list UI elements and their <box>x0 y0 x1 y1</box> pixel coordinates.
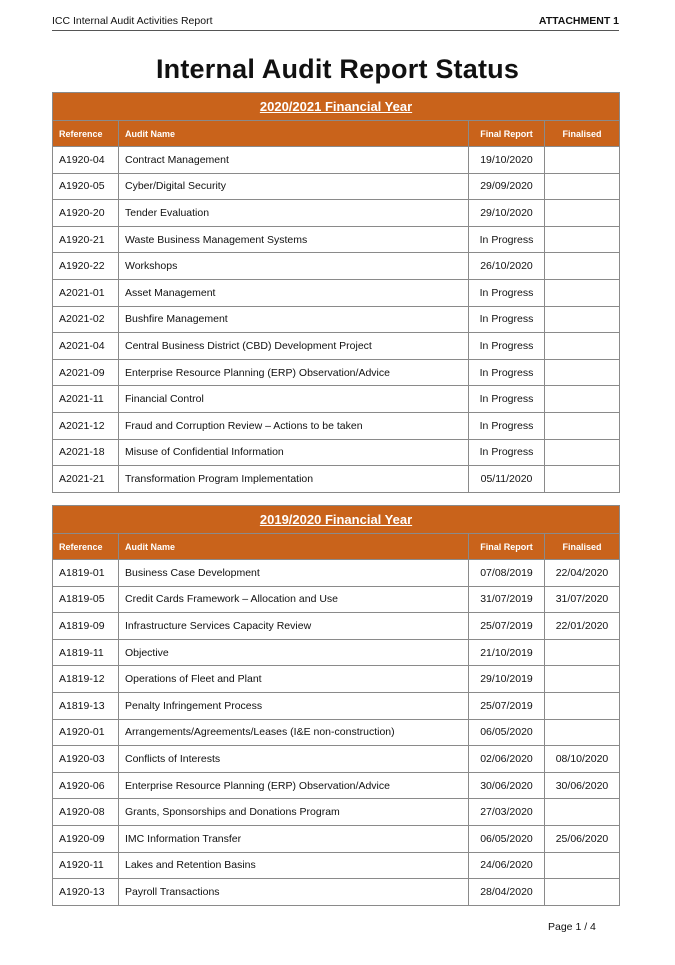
audit-name-cell: Penalty Infringement Process <box>119 692 469 719</box>
audit-name-cell: Bushfire Management <box>119 306 469 333</box>
finalised-cell: 08/10/2020 <box>545 746 620 773</box>
reference-cell: A1920-22 <box>53 253 119 280</box>
column-audit-name: Audit Name <box>119 121 469 147</box>
finalised-cell <box>545 639 620 666</box>
reference-cell: A2021-12 <box>53 412 119 439</box>
audit-name-cell: Objective <box>119 639 469 666</box>
final-report-cell: 06/05/2020 <box>469 719 545 746</box>
audit-name-cell: Infrastructure Services Capacity Review <box>119 613 469 640</box>
finalised-cell <box>545 200 620 227</box>
audit-name-cell: Transformation Program Implementation <box>119 466 469 493</box>
column-final-report: Final Report <box>469 534 545 560</box>
reference-cell: A1920-01 <box>53 719 119 746</box>
table-row <box>53 147 620 174</box>
finalised-cell: 22/04/2020 <box>545 560 620 587</box>
audit-name-cell: Arrangements/Agreements/Leases (I&E non-construction) <box>119 719 469 746</box>
audit-name-cell: Conflicts of Interests <box>119 746 469 773</box>
page-header <box>52 14 619 31</box>
finalised-cell <box>545 692 620 719</box>
reference-cell: A1920-04 <box>53 147 119 174</box>
final-report-cell: In Progress <box>469 226 545 253</box>
table-row <box>53 306 620 333</box>
audit-table-2019-2020 <box>52 505 620 906</box>
finalised-cell <box>545 333 620 360</box>
audit-name-cell: Cyber/Digital Security <box>119 173 469 200</box>
final-report-cell: 24/06/2020 <box>469 852 545 879</box>
column-reference: Reference <box>53 121 119 147</box>
reference-cell: A1920-06 <box>53 772 119 799</box>
table-row <box>53 772 620 799</box>
final-report-cell: In Progress <box>469 306 545 333</box>
final-report-cell: In Progress <box>469 279 545 306</box>
reference-cell: A1920-03 <box>53 746 119 773</box>
table-row <box>53 613 620 640</box>
table-row <box>53 386 620 413</box>
table-row <box>53 719 620 746</box>
finalised-cell <box>545 279 620 306</box>
final-report-cell: 05/11/2020 <box>469 466 545 493</box>
audit-name-cell: Asset Management <box>119 279 469 306</box>
audit-name-cell: Grants, Sponsorships and Donations Program <box>119 799 469 826</box>
final-report-cell: 31/07/2019 <box>469 586 545 613</box>
reference-cell: A1920-08 <box>53 799 119 826</box>
reference-cell: A2021-21 <box>53 466 119 493</box>
table-row <box>53 746 620 773</box>
table-row <box>53 466 620 493</box>
finalised-cell: 30/06/2020 <box>545 772 620 799</box>
audit-name-cell: Business Case Development <box>119 560 469 587</box>
table-row <box>53 639 620 666</box>
final-report-cell: 30/06/2020 <box>469 772 545 799</box>
audit-name-cell: Operations of Fleet and Plant <box>119 666 469 693</box>
audit-name-cell: IMC Information Transfer <box>119 825 469 852</box>
report-name: ICC Internal Audit Activities Report <box>52 15 213 27</box>
finalised-cell <box>545 386 620 413</box>
reference-cell: A1920-11 <box>53 852 119 879</box>
audit-name-cell: Enterprise Resource Planning (ERP) Observation/Advice <box>119 772 469 799</box>
audit-name-cell: Fraud and Corruption Review – Actions to be taken <box>119 412 469 439</box>
reference-cell: A2021-04 <box>53 333 119 360</box>
table-row <box>53 359 620 386</box>
audit-name-cell: Misuse of Confidential Information <box>119 439 469 466</box>
reference-cell: A2021-01 <box>53 279 119 306</box>
finalised-cell <box>545 719 620 746</box>
reference-cell: A1819-09 <box>53 613 119 640</box>
audit-name-cell: Central Business District (CBD) Development Project <box>119 333 469 360</box>
final-report-cell: 27/03/2020 <box>469 799 545 826</box>
table-row <box>53 333 620 360</box>
finalised-cell <box>545 226 620 253</box>
finalised-cell <box>545 253 620 280</box>
final-report-cell: 29/10/2019 <box>469 666 545 693</box>
financial-year-heading: 2020/2021 Financial Year <box>53 93 620 121</box>
audit-name-cell: Contract Management <box>119 147 469 174</box>
audit-name-cell: Financial Control <box>119 386 469 413</box>
finalised-cell <box>545 799 620 826</box>
final-report-cell: 25/07/2019 <box>469 613 545 640</box>
table-row <box>53 799 620 826</box>
final-report-cell: In Progress <box>469 386 545 413</box>
final-report-cell: 25/07/2019 <box>469 692 545 719</box>
reference-cell: A1819-05 <box>53 586 119 613</box>
audit-table-2020-2021 <box>52 92 620 493</box>
reference-cell: A2021-18 <box>53 439 119 466</box>
finalised-cell <box>545 306 620 333</box>
reference-cell: A2021-09 <box>53 359 119 386</box>
finalised-cell <box>545 412 620 439</box>
reference-cell: A2021-02 <box>53 306 119 333</box>
financial-year-heading: 2019/2020 Financial Year <box>53 506 620 534</box>
final-report-cell: 19/10/2020 <box>469 147 545 174</box>
reference-cell: A1819-13 <box>53 692 119 719</box>
reference-cell: A1920-09 <box>53 825 119 852</box>
table-row <box>53 200 620 227</box>
final-report-cell: 07/08/2019 <box>469 560 545 587</box>
finalised-cell <box>545 666 620 693</box>
column-finalised: Finalised <box>545 121 620 147</box>
finalised-cell: 31/07/2020 <box>545 586 620 613</box>
attachment-label: ATTACHMENT 1 <box>538 15 619 27</box>
finalised-cell <box>545 359 620 386</box>
final-report-cell: 06/05/2020 <box>469 825 545 852</box>
table-row <box>53 412 620 439</box>
table-row <box>53 279 620 306</box>
table-row <box>53 439 620 466</box>
finalised-cell <box>545 439 620 466</box>
table-row <box>53 666 620 693</box>
table-row <box>53 586 620 613</box>
audit-name-cell: Tender Evaluation <box>119 200 469 227</box>
audit-name-cell: Credit Cards Framework – Allocation and Use <box>119 586 469 613</box>
finalised-cell <box>545 852 620 879</box>
finalised-cell <box>545 879 620 906</box>
table-row <box>53 852 620 879</box>
final-report-cell: 29/09/2020 <box>469 173 545 200</box>
column-final-report: Final Report <box>469 121 545 147</box>
table-row <box>53 692 620 719</box>
page-title: Internal Audit Report Status <box>155 54 520 84</box>
reference-cell: A1819-12 <box>53 666 119 693</box>
audit-name-cell: Waste Business Management Systems <box>119 226 469 253</box>
reference-cell: A1819-01 <box>53 560 119 587</box>
final-report-cell: 26/10/2020 <box>469 253 545 280</box>
table-row <box>53 226 620 253</box>
audit-name-cell: Workshops <box>119 253 469 280</box>
table-row <box>53 879 620 906</box>
finalised-cell: 22/01/2020 <box>545 613 620 640</box>
final-report-cell: 28/04/2020 <box>469 879 545 906</box>
finalised-cell <box>545 147 620 174</box>
final-report-cell: In Progress <box>469 333 545 360</box>
audit-name-cell: Lakes and Retention Basins <box>119 852 469 879</box>
finalised-cell <box>545 173 620 200</box>
reference-cell: A1920-20 <box>53 200 119 227</box>
reference-cell: A2021-11 <box>53 386 119 413</box>
final-report-cell: 21/10/2019 <box>469 639 545 666</box>
reference-cell: A1920-13 <box>53 879 119 906</box>
table-row <box>53 253 620 280</box>
final-report-cell: 02/06/2020 <box>469 746 545 773</box>
column-finalised: Finalised <box>545 534 620 560</box>
reference-cell: A1920-21 <box>53 226 119 253</box>
table-row <box>53 173 620 200</box>
finalised-cell: 25/06/2020 <box>545 825 620 852</box>
final-report-cell: In Progress <box>469 439 545 466</box>
reference-cell: A1920-05 <box>53 173 119 200</box>
audit-name-cell: Payroll Transactions <box>119 879 469 906</box>
reference-cell: A1819-11 <box>53 639 119 666</box>
audit-name-cell: Enterprise Resource Planning (ERP) Observation/Advice <box>119 359 469 386</box>
page-number: Page 1 / 4 <box>548 921 596 933</box>
final-report-cell: In Progress <box>469 412 545 439</box>
table-row <box>53 560 620 587</box>
final-report-cell: In Progress <box>469 359 545 386</box>
finalised-cell <box>545 466 620 493</box>
column-reference: Reference <box>53 534 119 560</box>
final-report-cell: 29/10/2020 <box>469 200 545 227</box>
table-row <box>53 825 620 852</box>
column-audit-name: Audit Name <box>119 534 469 560</box>
